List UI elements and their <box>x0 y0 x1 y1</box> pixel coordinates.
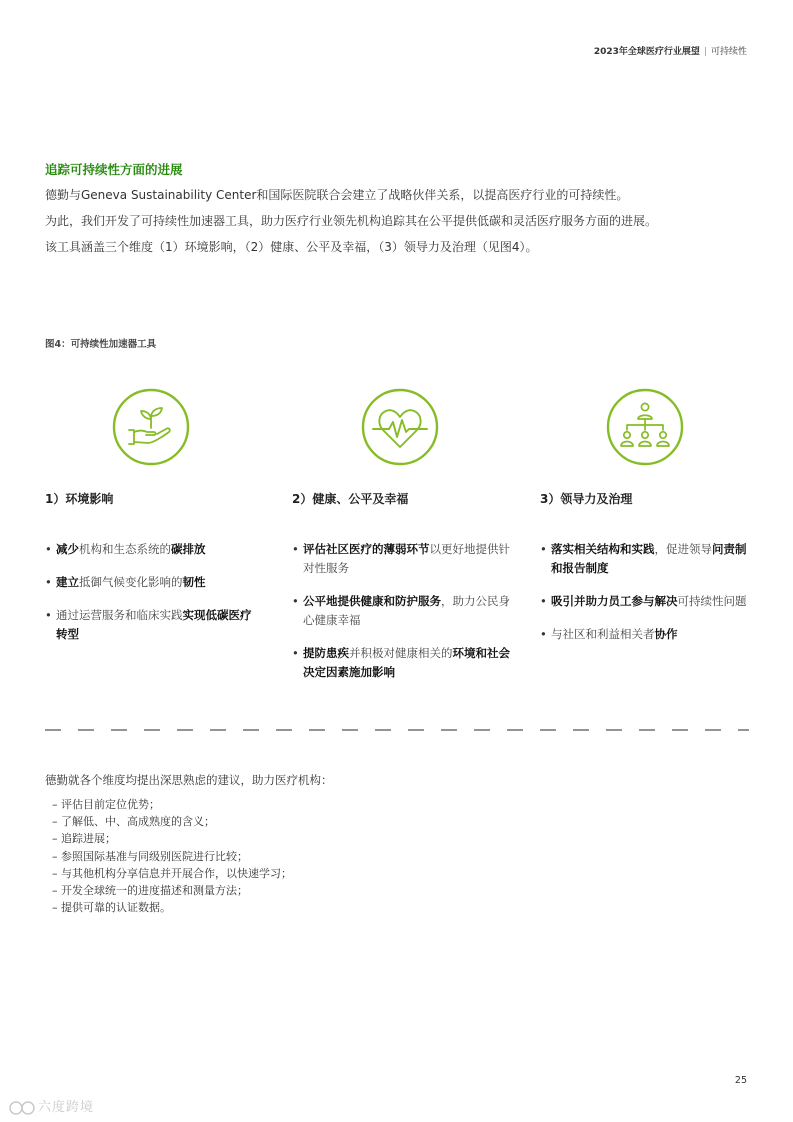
list-item: – 参照国际基准与同级别医院进行比较； <box>52 849 248 863</box>
list-item: • 落实相关结构和实践，促进领导问责制和报告制度 <box>540 540 750 578</box>
watermark <box>8 1096 94 1116</box>
heart-pulse-icon <box>361 388 439 466</box>
page-number: 25 <box>734 1075 747 1086</box>
paragraph-1: 德勤与Geneva Sustainability Center和国际医院联合会建立了战略伙伴关系，以提高医疗行业的可持续性。 <box>45 188 629 202</box>
list-item: • 吸引并助力员工参与解决可持续性问题 <box>540 592 750 611</box>
watermark-logo-icon <box>8 1100 38 1116</box>
header-title: 2023年全球医疗行业展望 <box>593 47 700 57</box>
column-3-bullets <box>540 540 750 658</box>
list-item: – 与其他机构分享信息并开展合作，以快速学习； <box>52 866 292 880</box>
list-item: – 了解低、中、高成熟度的含义； <box>52 815 215 829</box>
column-2-bullets <box>292 540 512 696</box>
list-item: • 提防患疾并积极对健康相关的环境和社会决定因素施加影响 <box>292 644 512 682</box>
recommendations-list <box>52 796 292 916</box>
figure-caption: 图4：可持续性加速器工具 <box>45 339 157 350</box>
list-item: – 追踪进展； <box>52 832 116 846</box>
list-item: • 与社区和利益相关者协作 <box>540 625 750 644</box>
header-section: 可持续性 <box>710 47 747 57</box>
section-title: 追踪可持续性方面的进展 <box>45 162 183 177</box>
column-1-bullets <box>45 540 260 658</box>
column-3-title: 3）领导力及治理 <box>540 492 633 506</box>
dashed-divider <box>45 726 749 734</box>
header-divider: | <box>703 47 707 57</box>
paragraph-2: 为此，我们开发了可持续性加速器工具，助力医疗行业领先机构追踪其在公平提供低碳和灵活医疗服务方面的进展。 <box>45 214 658 228</box>
list-item: • 通过运营服务和临床实践实现低碳医疗转型 <box>45 606 260 644</box>
list-item: • 建立抵御气候变化影响的韧性 <box>45 573 260 592</box>
recommendations-intro: 德勤就各个维度均提出深思熟虑的建议，助力医疗机构： <box>45 773 333 787</box>
list-item: • 减少机构和生态系统的碳排放 <box>45 540 260 559</box>
watermark-text: 六度跨境 <box>38 1100 95 1115</box>
list-item: • 公平地提供健康和防护服务，助力公民身心健康幸福 <box>292 592 512 630</box>
plant-hand-icon <box>112 388 190 466</box>
column-2-title: 2）健康、公平及幸福 <box>292 492 409 506</box>
list-item: – 开发全球统一的进度描述和测量方法； <box>52 884 248 898</box>
list-item: – 评估目前定位优势； <box>52 798 160 811</box>
running-header <box>594 44 747 57</box>
org-chart-icon <box>606 388 684 466</box>
paragraph-3: 该工具涵盖三个维度（1）环境影响，（2）健康、公平及幸福，（3）领导力及治理（见图4）。 <box>45 240 538 254</box>
column-1-title: 1）环境影响 <box>45 492 114 506</box>
list-item: – 提供可靠的认证数据。 <box>52 901 171 915</box>
list-item: • 评估社区医疗的薄弱环节以更好地提供针对性服务 <box>292 540 512 578</box>
